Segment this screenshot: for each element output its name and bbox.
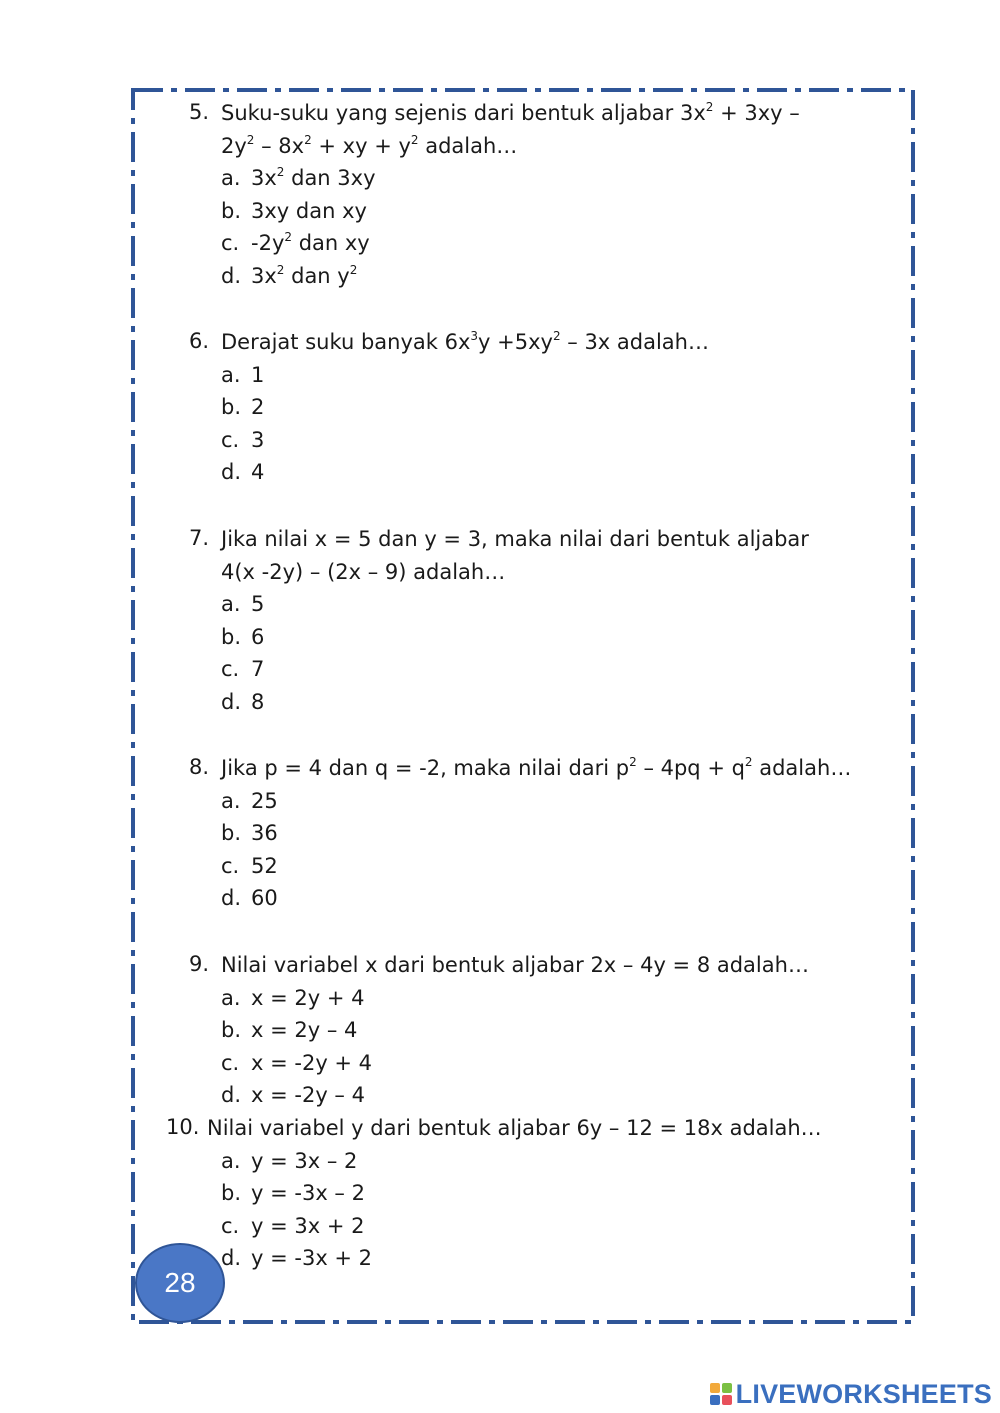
option-letter: a. [221,985,241,1010]
superscript: 2 [629,755,637,769]
option-letter: d. [221,460,242,484]
superscript: 2 [276,165,285,179]
option-text: 3 [251,427,265,452]
option-text: 36 [251,821,278,845]
superscript: 2 [705,100,714,114]
liveworksheets-logo[interactable] [710,1379,992,1409]
superscript: 2 [552,329,561,343]
answer-option[interactable] [221,850,278,883]
option-letter: a. [221,362,241,387]
option-text: 3xy dan xy [251,198,367,223]
answer-option[interactable] [221,359,264,392]
question-text: $2y^2 - 8x^2$ + xy + $y^2$ adalah… [221,132,518,158]
superscript: 3 [470,329,479,343]
answer-option[interactable] [221,1014,357,1047]
logo-icon [710,1383,732,1405]
answer-option[interactable] [221,621,264,654]
option-text: 4 [251,460,265,484]
option-text: $3x^2$ dan 3xy [251,165,376,190]
superscript: 2 [246,132,255,147]
answer-option[interactable] [221,456,264,489]
answer-option[interactable] [221,982,364,1015]
option-letter: c. [221,427,240,452]
option-text: 25 [251,788,278,813]
option-text: $-2y^2$ dan xy [251,230,370,255]
superscript: 2 [304,132,312,147]
answer-option[interactable] [221,424,264,457]
question-number: 9. [189,952,210,976]
superscript: 2 [744,755,753,769]
page-number: 28 [164,1267,196,1298]
option-letter: d. [221,1246,242,1270]
option-letter: c. [221,1213,240,1238]
brand-name: LIVEWORKSHEETS [735,1378,992,1409]
option-text: x = 2y – 4 [251,1018,358,1042]
answer-option[interactable] [221,162,376,195]
question-number: 8. [189,755,210,779]
question-number: 6. [189,329,210,353]
option-letter: c. [221,657,240,681]
option-letter: c. [221,853,240,878]
question-text: 4(x -2y) – (2x – 9) adalah… [221,559,506,584]
superscript: 2 [349,262,358,277]
option-text: 5 [251,592,265,616]
question-text: Derajat suku banyak $6x^3y +5xy^2 - 3x$ adalah… [221,329,709,354]
option-text: x = -2y – 4 [251,1083,365,1107]
option-letter: b. [221,1018,242,1042]
answer-option[interactable] [221,653,264,686]
answer-option[interactable] [221,1177,365,1210]
answer-option[interactable] [221,686,264,719]
option-text: 8 [251,689,265,714]
page-number-badge [135,1243,225,1323]
answer-option[interactable] [221,882,278,915]
option-letter: b. [221,198,242,223]
option-text: x = -2y + 4 [251,1050,373,1075]
option-text: $3x^2$ dan $y^2$ [251,262,358,288]
answer-option[interactable] [221,1210,364,1243]
option-letter: d. [221,263,242,288]
option-text: 1 [251,362,265,387]
answer-option[interactable] [221,391,264,424]
question-text: Jika nilai x = 5 dan y = 3, maka nilai dari bentuk aljabar [221,527,809,551]
superscript: 2 [410,132,419,147]
question-text: Nilai variabel x dari bentuk aljabar 2x – 4y = 8 adalah… [221,953,809,977]
option-letter: b. [221,624,242,649]
answer-option[interactable] [221,227,370,260]
option-letter: a. [221,788,241,813]
option-text: 7 [251,657,265,681]
question-number: 5. [189,100,210,124]
option-letter: c. [221,231,240,255]
option-letter: a. [221,592,241,616]
question-text: Nilai variabel y dari bentuk aljabar 6y – 12 = 18x adalah… [207,1116,822,1140]
option-letter: a. [221,166,241,190]
option-letter: c. [221,1050,240,1075]
option-letter: b. [221,821,242,845]
option-text: y = -3x – 2 [251,1181,365,1205]
answer-option[interactable] [221,260,357,293]
option-letter: d. [221,689,242,714]
option-text: x = 2y + 4 [251,985,365,1010]
answer-option[interactable] [221,195,367,228]
answer-option[interactable] [221,1145,357,1178]
option-letter: a. [221,1148,241,1173]
answer-option[interactable] [221,1242,372,1275]
option-letter: b. [221,1181,242,1205]
option-letter: b. [221,395,242,419]
question-text: Suku-suku yang sejenis dari bentuk aljabar $3x^2 + 3xy$ – [221,100,800,125]
option-text: 6 [251,624,265,649]
answer-option[interactable] [221,817,278,850]
option-text: 2 [251,395,265,419]
option-letter: d. [221,1083,242,1107]
answer-option[interactable] [221,588,264,621]
question-number: 10. [166,1115,200,1139]
option-text: y = -3x + 2 [251,1246,373,1270]
option-text: y = 3x + 2 [251,1213,365,1238]
answer-option[interactable] [221,785,278,818]
answer-option[interactable] [221,1047,372,1080]
option-text: 60 [251,886,278,910]
option-text: y = 3x – 2 [251,1148,358,1173]
option-letter: d. [221,886,242,910]
question-text: Jika p = 4 dan q = -2, maka nilai dari $p^2 - 4pq + q^2$ adalah… [221,755,852,780]
superscript: 2 [284,230,293,244]
question-number: 7. [189,526,210,550]
superscript: 2 [276,262,285,277]
option-text: 52 [251,853,278,878]
answer-option[interactable] [221,1079,365,1112]
